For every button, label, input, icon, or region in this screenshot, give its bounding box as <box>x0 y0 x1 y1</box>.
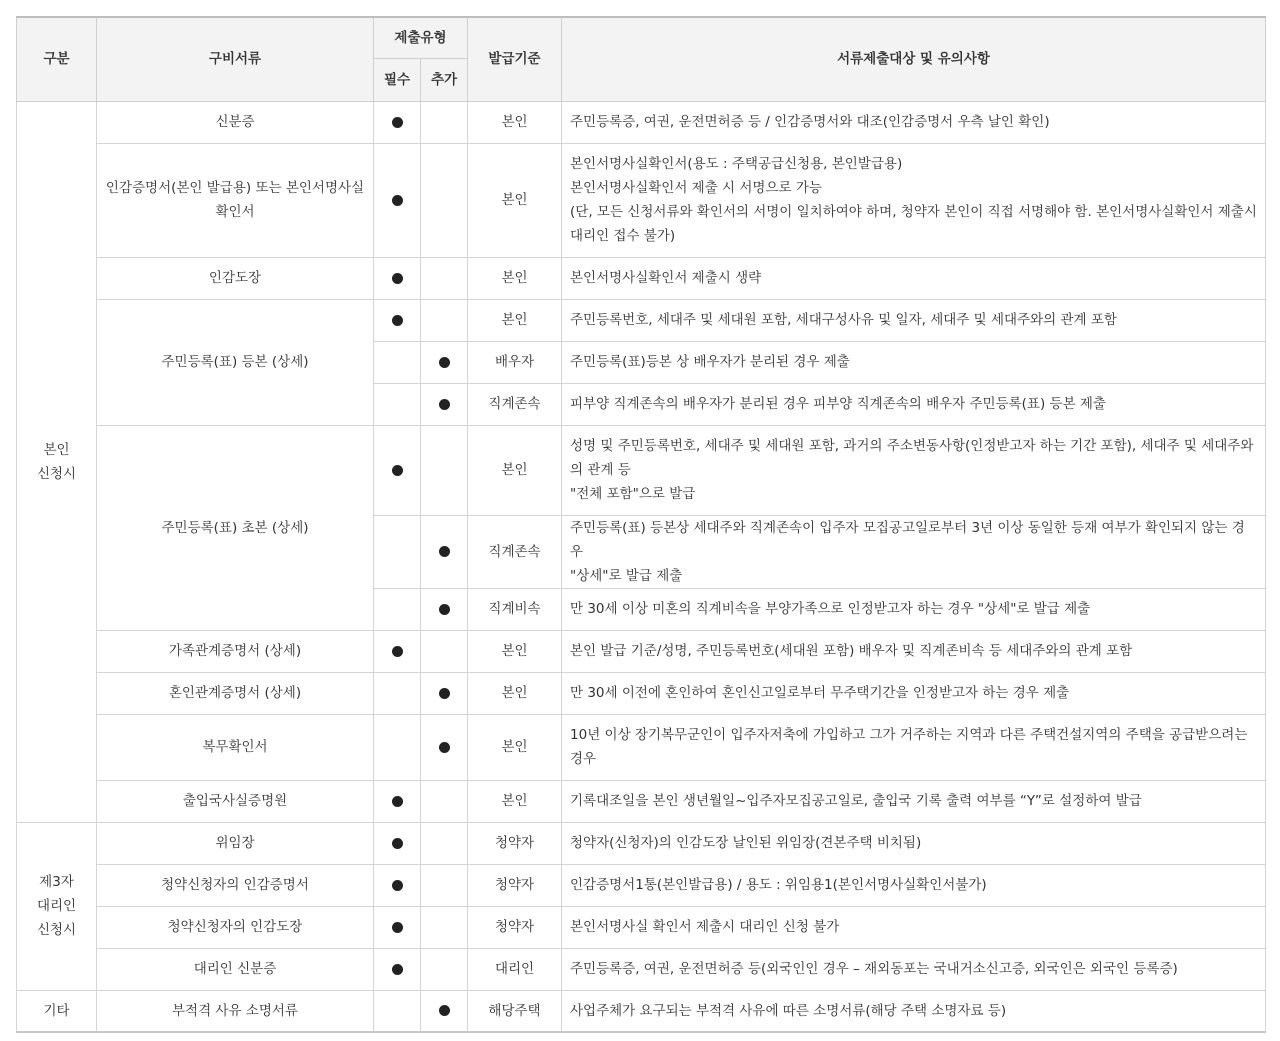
filled-circle-icon <box>392 117 403 128</box>
additional-cell <box>421 515 468 588</box>
text-line: 본인서명사실확인서 제출시 생략 <box>570 270 762 286</box>
additional-cell <box>421 425 468 515</box>
notes-cell <box>562 588 1266 630</box>
text-line: 본인서명사실 확인서 제출시 대리인 신청 불가 <box>570 919 840 935</box>
additional-cell <box>421 672 468 714</box>
notes-cell <box>562 948 1266 990</box>
table-row <box>17 143 1266 257</box>
table-row <box>17 630 1266 672</box>
required-cell <box>374 822 421 864</box>
required-cell <box>374 948 421 990</box>
filled-circle-icon <box>392 838 403 849</box>
required-cell <box>374 588 421 630</box>
text-line: "전체 포함"으로 발급 <box>570 486 696 502</box>
additional-cell <box>421 299 468 341</box>
table-row <box>17 948 1266 990</box>
required-cell <box>374 864 421 906</box>
notes-cell <box>562 906 1266 948</box>
doc-ineligibility-statement: 부적격 사유 소명서류 <box>97 990 374 1032</box>
header-category: 구분 <box>17 17 97 101</box>
text-line: 만 30세 이전에 혼인하여 혼인신고일로부터 무주택기간을 인정받고자 하는 경우 제출 <box>570 685 1070 701</box>
additional-cell <box>421 864 468 906</box>
filled-circle-icon <box>439 357 450 368</box>
table-row <box>17 822 1266 864</box>
issue-basis-cell: 청약자 <box>468 864 562 906</box>
filled-circle-icon <box>392 195 403 206</box>
filled-circle-icon <box>392 880 403 891</box>
text-line: 청약자(신청자)의 인감도장 날인된 위임장(견본주택 비치됨) <box>570 835 922 851</box>
filled-circle-icon <box>439 399 450 410</box>
text-line: 주민등록증, 여권, 운전면허증 등(외국인인 경우 – 재외동포는 국내거소신고증, 외국인은 외국인 등록증) <box>570 961 1178 977</box>
notes-cell <box>562 341 1266 383</box>
required-cell <box>374 383 421 425</box>
additional-cell <box>421 948 468 990</box>
issue-basis-cell: 본인 <box>468 425 562 515</box>
text-line: 본인 발급 기준/성명, 주민등록번호(세대원 포함) 배우자 및 직계존비속 등 세대주와의 관계 포함 <box>570 643 1133 659</box>
required-cell <box>374 101 421 143</box>
table-row <box>17 714 1266 780</box>
table-row <box>17 672 1266 714</box>
filled-circle-icon <box>439 688 450 699</box>
required-cell <box>374 299 421 341</box>
table-row <box>17 101 1266 143</box>
text-line: 제3자 <box>39 874 74 890</box>
header-notes: 서류제출대상 및 유의사항 <box>562 17 1266 101</box>
text-line: 경우 <box>570 751 597 767</box>
notes-cell <box>562 515 1266 588</box>
filled-circle-icon <box>439 546 450 557</box>
additional-cell <box>421 588 468 630</box>
notes-cell <box>562 257 1266 299</box>
doc-applicant-seal-stamp: 청약신청자의 인감도장 <box>97 906 374 948</box>
text-line: 의 관계 등 <box>570 462 631 478</box>
filled-circle-icon <box>392 465 403 476</box>
issue-basis-cell: 본인 <box>468 780 562 822</box>
required-cell <box>374 672 421 714</box>
text-line: 성명 및 주민등록번호, 세대주 및 세대원 포함, 과거의 주소변동사항(인정받고자 하는 기간 포함), 세대주 및 세대주와 <box>570 438 1254 454</box>
text-line: 본인서명사실확인서(용도 : 주택공급신청용, 본인발급용) <box>570 156 903 172</box>
text-line: 신청시 <box>36 922 77 938</box>
header-documents: 구비서류 <box>97 17 374 101</box>
text-line: 만 30세 이상 미혼의 직계비속을 부양가족으로 인정받고자 하는 경우 "상세"로 발급 제출 <box>570 601 1091 617</box>
notes-cell <box>562 672 1266 714</box>
doc-seal-stamp: 인감도장 <box>97 257 374 299</box>
required-cell <box>374 341 421 383</box>
table-row <box>17 990 1266 1032</box>
doc-family-certificate: 가족관계증명서 (상세) <box>97 630 374 672</box>
notes-cell <box>562 101 1266 143</box>
text-line: 피부양 직계존속의 배우자가 분리된 경우 피부양 직계존속의 배우자 주민등록(표) 등본 제출 <box>570 396 1106 412</box>
filled-circle-icon <box>439 742 450 753</box>
issue-basis-cell: 직계비속 <box>468 588 562 630</box>
notes-cell <box>562 990 1266 1032</box>
table-row <box>17 780 1266 822</box>
text-line: 주민등록증, 여권, 운전면허증 등 / 인감증명서와 대조(인감증명서 우측 날인 확인) <box>570 114 1050 130</box>
notes-cell <box>562 299 1266 341</box>
required-cell <box>374 906 421 948</box>
table-body <box>17 101 1266 1032</box>
notes-cell <box>562 143 1266 257</box>
group-self-application <box>17 101 97 822</box>
filled-circle-icon <box>439 1005 450 1016</box>
notes-cell <box>562 630 1266 672</box>
doc-resident-copy: 주민등록(표) 등본 (상세) <box>97 299 374 425</box>
doc-applicant-seal-certificate: 청약신청자의 인감증명서 <box>97 864 374 906</box>
required-cell <box>374 257 421 299</box>
filled-circle-icon <box>392 646 403 657</box>
issue-basis-cell: 해당주택 <box>468 990 562 1032</box>
issue-basis-cell: 본인 <box>468 672 562 714</box>
issue-basis-cell: 본인 <box>468 299 562 341</box>
notes-cell <box>562 822 1266 864</box>
doc-military-service-certificate: 복무확인서 <box>97 714 374 780</box>
issue-basis-cell: 본인 <box>468 257 562 299</box>
text-line: 대리인 <box>36 898 77 914</box>
doc-seal-certificate <box>97 143 374 257</box>
documents-table <box>16 16 1266 1033</box>
header-additional: 추가 <box>421 58 468 101</box>
issue-basis-cell: 청약자 <box>468 822 562 864</box>
additional-cell <box>421 101 468 143</box>
notes-cell <box>562 714 1266 780</box>
notes-cell <box>562 780 1266 822</box>
table-row <box>17 299 1266 341</box>
required-cell <box>374 515 421 588</box>
notes-cell <box>562 864 1266 906</box>
text-line: 본인서명사실확인서 제출 시 서명으로 가능 <box>570 180 822 196</box>
issue-basis-cell: 본인 <box>468 630 562 672</box>
filled-circle-icon <box>392 315 403 326</box>
text-line: "상세"로 발급 제출 <box>570 567 683 584</box>
text-line: 인감증명서1통(본인발급용) / 용도 : 위임용1(본인서명사실확인서불가) <box>570 877 987 893</box>
group-etc: 기타 <box>17 990 97 1032</box>
text-line: 본인 <box>43 441 70 458</box>
doc-immigration-certificate: 출입국사실증명원 <box>97 780 374 822</box>
table-row <box>17 864 1266 906</box>
table-row <box>17 906 1266 948</box>
header-required: 필수 <box>374 58 421 101</box>
text-line: 신청시 <box>36 465 77 482</box>
doc-resident-abstract: 주민등록(표) 초본 (상세) <box>97 425 374 630</box>
additional-cell <box>421 780 468 822</box>
group-third-party-application <box>17 822 97 990</box>
filled-circle-icon <box>392 922 403 933</box>
text-line: 확인서 <box>215 204 255 220</box>
filled-circle-icon <box>392 796 403 807</box>
additional-cell <box>421 714 468 780</box>
text-line: 인감증명서(본인 발급용) 또는 본인서명사실 <box>105 180 365 196</box>
doc-agent-id-card: 대리인 신분증 <box>97 948 374 990</box>
issue-basis-cell: 청약자 <box>468 906 562 948</box>
required-cell <box>374 425 421 515</box>
text-line: 주민등록(표) 등본상 세대주와 직계존속이 입주자 모집공고일로부터 3년 이상 동일한 등재 여부가 확인되지 않는 경우 <box>570 519 1245 560</box>
doc-marriage-certificate: 혼인관계증명서 (상세) <box>97 672 374 714</box>
table-row <box>17 257 1266 299</box>
filled-circle-icon <box>392 964 403 975</box>
additional-cell <box>421 906 468 948</box>
filled-circle-icon <box>392 273 403 284</box>
required-cell <box>374 780 421 822</box>
issue-basis-cell: 직계존속 <box>468 383 562 425</box>
issue-basis-cell: 본인 <box>468 143 562 257</box>
additional-cell <box>421 990 468 1032</box>
text-line: 주민등록번호, 세대주 및 세대원 포함, 세대구성사유 및 일자, 세대주 및 세대주와의 관계 포함 <box>570 312 1117 328</box>
additional-cell <box>421 341 468 383</box>
required-cell <box>374 630 421 672</box>
doc-id-card: 신분증 <box>97 101 374 143</box>
additional-cell <box>421 630 468 672</box>
header-issue-basis: 발급기준 <box>468 17 562 101</box>
text-line: (단, 모든 신청서류와 확인서의 서명이 일치하여야 하며, 청약자 본인이 직접 서명해야 함. 본인서명사실확인서 제출시 <box>570 204 1257 220</box>
text-line: 10년 이상 장기복무군인이 입주자저축에 가입하고 그가 거주하는 지역과 다른 주택건설지역의 주택을 공급받으려는 <box>570 727 1248 743</box>
required-cell <box>374 990 421 1032</box>
text-line: 주민등록(표)등본 상 배우자가 분리된 경우 제출 <box>570 354 850 370</box>
doc-power-of-attorney: 위임장 <box>97 822 374 864</box>
additional-cell <box>421 383 468 425</box>
issue-basis-cell: 대리인 <box>468 948 562 990</box>
notes-cell <box>562 425 1266 515</box>
issue-basis-cell: 본인 <box>468 714 562 780</box>
notes-cell <box>562 383 1266 425</box>
additional-cell <box>421 143 468 257</box>
required-cell <box>374 714 421 780</box>
additional-cell <box>421 257 468 299</box>
issue-basis-cell: 배우자 <box>468 341 562 383</box>
issue-basis-cell: 본인 <box>468 101 562 143</box>
additional-cell <box>421 822 468 864</box>
text-line: 사업주체가 요구되는 부적격 사유에 따른 소명서류(해당 주택 소명자료 등) <box>570 1002 1007 1019</box>
required-cell <box>374 143 421 257</box>
issue-basis-cell: 직계존속 <box>468 515 562 588</box>
text-line: 대리인 접수 불가) <box>570 228 676 244</box>
table-row <box>17 425 1266 515</box>
text-line: 기록대조일을 본인 생년월일~입주자모집공고일로, 출입국 기록 출력 여부를 “Y”로 설정하여 발급 <box>570 793 1142 809</box>
header-submit-type: 제출유형 <box>374 17 468 58</box>
filled-circle-icon <box>439 604 450 615</box>
